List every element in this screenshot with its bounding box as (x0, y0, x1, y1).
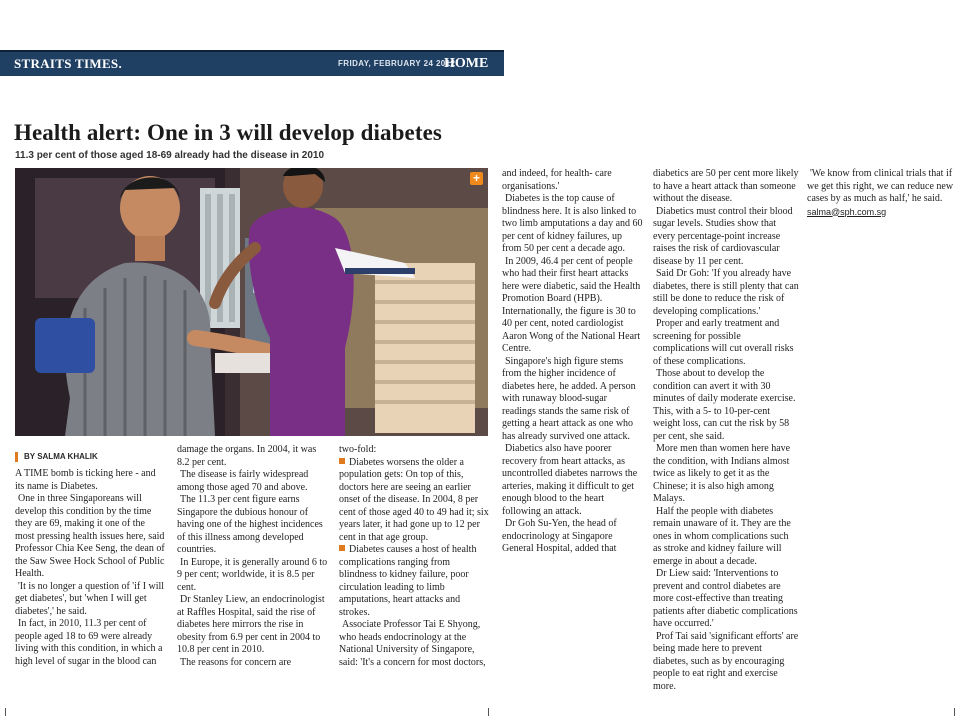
paragraph: In 2009, 46.4 per cent of people who had their first heart attacks here were diabetic, said the Health Promotion Board (HPB). Internationally, the figure is 30 to 40 per cent, noted cardiologist Aaron Wong of the National Heart Centre. (502, 255, 641, 354)
text-column-5 (653, 168, 799, 693)
paragraph: Those about to develop the condition can avert it with 30 minutes of daily moderate exercise. This, with a 5- to 10-per-cent weight loss, can cut the risk by 58 per cent, she said. (653, 368, 796, 442)
article-headline: Health alert: One in 3 will develop diabetes (14, 120, 442, 145)
article-subhead: 11.3 per cent of those aged 18-69 already had the disease in 2010 (15, 150, 325, 161)
paragraph: and indeed, for health- care organisations.' (502, 168, 612, 192)
paragraph: damage the organs. In 2004, it was 8.2 per cent. (177, 444, 317, 468)
section-name: HOME (444, 56, 489, 71)
text-column-4 (502, 168, 643, 556)
paragraph: The disease is fairly widespread among those aged 70 and above. (177, 469, 309, 493)
text-column-2 (177, 444, 328, 669)
bullet-square-icon (339, 545, 345, 551)
paragraph: Said Dr Goh: 'If you already have diabetes, there is still plenty that can still be done to reduce the risk of developing complications.' (653, 268, 799, 317)
paragraph: More men than women here have the condition, with Indians almost twice as likely to get it as the Chinese; it is also high among Malays. (653, 443, 791, 504)
page-corner-mark (5, 708, 6, 716)
paragraph: In Europe, it is generally around 6 to 9 per cent; worldwide, it is 8.5 per cent. (177, 556, 328, 593)
bullet-text: Diabetes causes a host of health complications ranging from blindness to kidney failure, poor circulation leading to limb amputations, heart attacks and strokes. (339, 544, 477, 618)
bullet-paragraph (339, 457, 489, 545)
issue-date: FRIDAY, FEBRUARY 24 2012 (338, 59, 456, 68)
author-email-link[interactable]: salma@sph.com.sg (807, 206, 887, 217)
bullet-square-icon (339, 458, 345, 464)
paragraph: The 11.3 per cent figure earns Singapore the dubious honour of having one of the highest incidences of this illness among developed countries. (177, 494, 323, 555)
text-column-1 (15, 468, 165, 668)
article-photo (15, 168, 488, 436)
article-byline: BY SALMA KHALIK (15, 452, 98, 462)
newspaper-name: STRAITS TIMES. (14, 56, 123, 71)
paragraph: 'We know from clinical trials that if we get this right, we can reduce new cases by as much as half,' he said. (807, 168, 954, 204)
masthead-bar (0, 50, 504, 76)
paragraph: Dr Goh Su-Yen, the head of endocrinology at Singapore General Hospital, added that (502, 518, 617, 554)
text-column-3 (339, 444, 489, 669)
paragraph: One in three Singaporeans will develop this condition by the time they are 69, making it one of the most pressing health issues here, said Professor Chia Kee Seng, the dean of the Saw Swee Hock School of Public Health. (15, 493, 165, 579)
text-column-6 (807, 168, 957, 218)
paragraph: Prof Tai said 'significant efforts' are being made here to prevent diabetes, such as by encouraging people to eat right and exercise more. (653, 630, 799, 692)
paragraph: Half the people with diabetes remain unaware of it. They are the ones in whom complications such as stroke and kidney failure will emerge in about a decade. (653, 505, 791, 567)
paragraph: Proper and early treatment and screening for possible complications will cut overall risks of these complications. (653, 318, 794, 367)
paragraph: Diabetics also have poorer recovery from heart attacks, as uncontrolled diabetes narrows the arteries, making it difficult to get enough blood to the heart following an attack. (502, 443, 638, 517)
bullet-paragraph (339, 544, 489, 619)
paragraph: Diabetics must control their blood sugar levels. Studies show that every percentage-point increase raises the risk of cardiovascular disease by 11 per cent. (653, 205, 793, 267)
paragraph: Associate Professor Tai E Shyong, who heads endocrinology at the National University of Singapore, said: 'It's a concern for most doctors, (339, 619, 486, 668)
paragraph: Dr Stanley Liew, an endocrinologist at Raffles Hospital, said the rise of diabetes here mirrors the rise in obesity from 6.9 per cent in 2004 to 10.8 per cent in 2010. (177, 594, 325, 655)
paragraph: 'It is no longer a question of 'if I will get diabetes', but 'when I will get diabetes',' he said. (15, 580, 165, 617)
page-corner-mark (954, 708, 955, 716)
paragraph: A TIME bomb is ticking here - and its name is Diabetes. (15, 468, 156, 492)
paragraph: two-fold: (339, 444, 377, 455)
plus-icon[interactable]: + (470, 172, 483, 185)
paragraph: Singapore's high figure stems from the higher incidence of diabetes here, he added. A person with runaway blood-sugar readings stands the same risk of getting a heart attack as one who has already survived one attack. (502, 355, 636, 442)
paragraph: In fact, in 2010, 11.3 per cent of people aged 18 to 69 were already living with this condition, in which a high level of sugar in the blood can (15, 618, 163, 667)
paragraph: The reasons for concern are (180, 656, 292, 668)
paragraph: diabetics are 50 per cent more likely to have a heart attack than someone without the disease. (653, 168, 799, 204)
bullet-text: Diabetes worsens the older a population gets: On top of this, doctors here are seeing an earlier onset of the disease. In 2004, 8 per cent of those aged 40 to 49 had it; six years later, it had gone up to 12 per cent in that age group. (339, 456, 489, 543)
paragraph: Diabetes is the top cause of blindness here. It is also linked to two limb amputations a day and 60 per cent of kidney failures, up from 50 per cent a decade ago. (502, 193, 643, 254)
page-corner-mark (488, 708, 489, 716)
paragraph: Dr Liew said: 'Interventions to prevent and control diabetes are more cost-effective than treating patients after diabetic complications have occurred.' (653, 568, 798, 629)
